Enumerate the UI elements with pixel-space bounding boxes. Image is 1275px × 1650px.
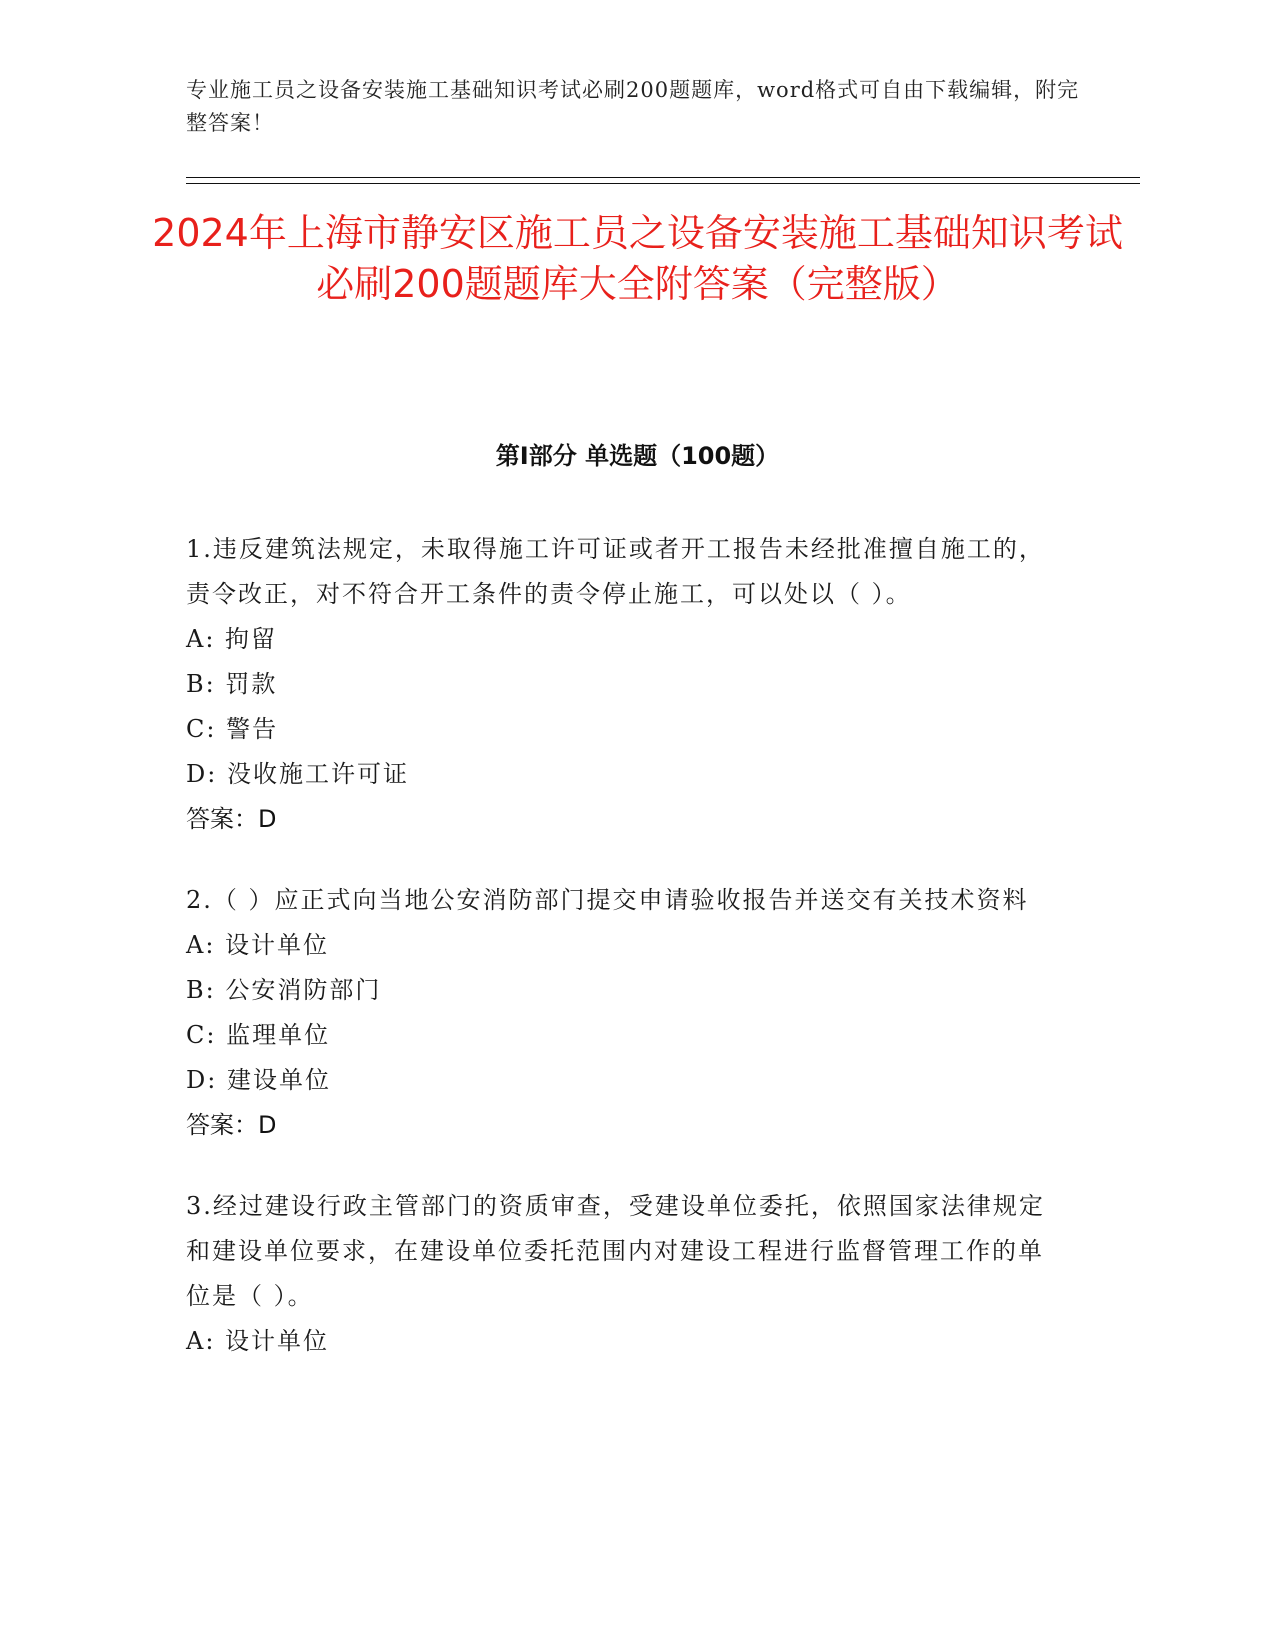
option-c: C: 监理单位 <box>186 1021 331 1049</box>
option-a: A: 拘留 <box>186 625 278 653</box>
option-d: D: 建设单位 <box>186 1066 331 1094</box>
question-list <box>186 527 1066 1400</box>
question-3 <box>186 1184 1066 1364</box>
header-note: 专业施工员之设备安装施工基础知识考试必刷200题题库，word格式可自由下载编辑，附完整答案！ <box>186 78 1080 135</box>
section-title: 第Ⅰ部分 单选题（100题） <box>495 442 780 470</box>
question-1 <box>186 527 1066 842</box>
option-c: C: 警告 <box>186 715 279 743</box>
question-stem: 3.经过建设行政主管部门的资质审查，受建设单位委托，依照国家法律规定和建设单位要求，在建设单位委托范围内对建设工程进行监督管理工作的单位是（ ）。 <box>186 1192 1045 1310</box>
answer-line: 答案：D <box>186 1111 277 1139</box>
question-2 <box>186 878 1066 1148</box>
option-a: A: 设计单位 <box>186 931 330 959</box>
option-a: A: 设计单位 <box>186 1327 330 1355</box>
document-title: 2024年上海市静安区施工员之设备安装施工基础知识考试必刷200题题库大全附答案（完整版） <box>152 211 1123 306</box>
header-divider-second <box>186 183 1140 184</box>
option-b: B: 罚款 <box>186 670 278 698</box>
answer-line: 答案：D <box>186 805 277 833</box>
question-stem: 2.（ ）应正式向当地公安消防部门提交申请验收报告并送交有关技术资料 <box>186 886 1029 914</box>
option-d: D: 没收施工许可证 <box>186 760 409 788</box>
header-divider <box>186 177 1140 178</box>
option-b: B: 公安消防部门 <box>186 976 382 1004</box>
question-stem: 1.违反建筑法规定，未取得施工许可证或者开工报告未经批准擅自施工的，责令改正，对不符合开工条件的责令停止施工，可以处以（ ）。 <box>186 535 1045 608</box>
